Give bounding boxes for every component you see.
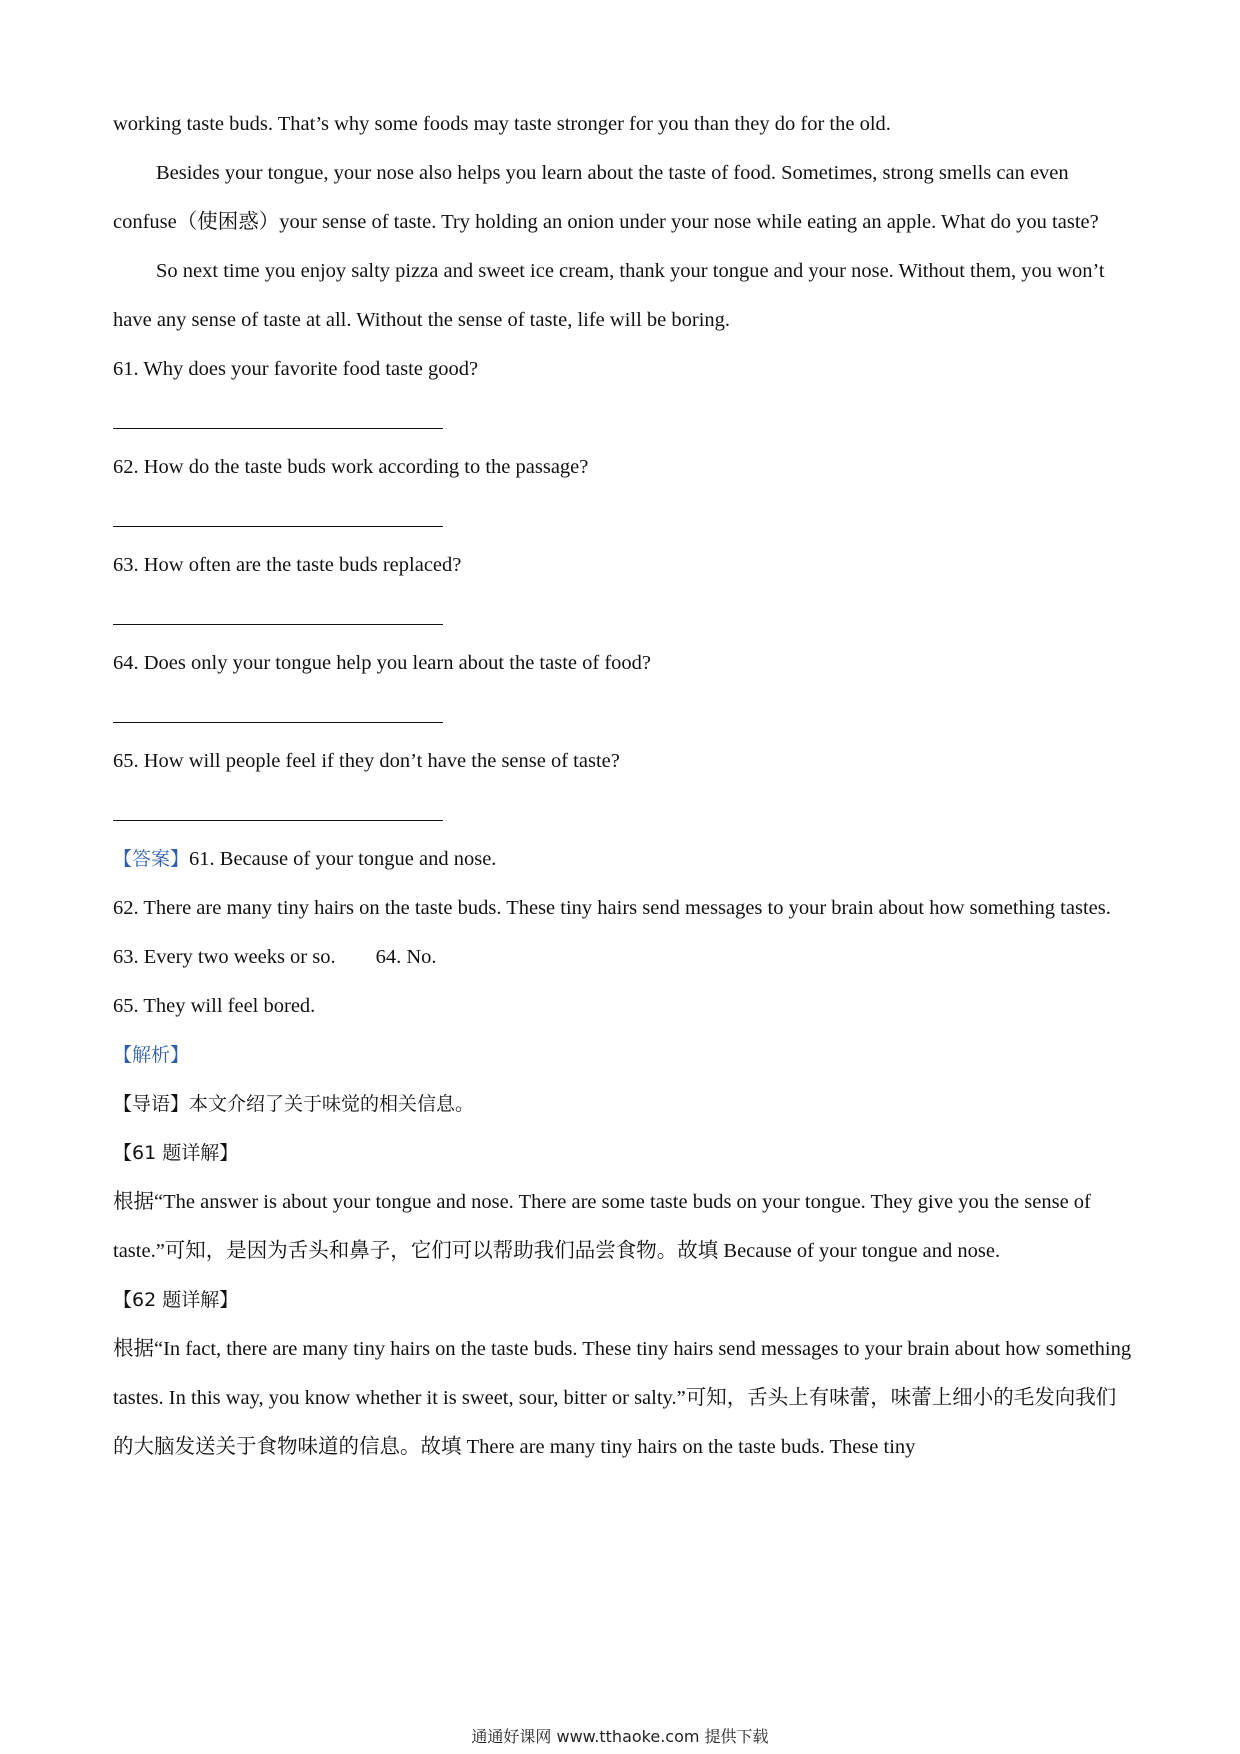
answer-64: 64. No.	[375, 946, 437, 968]
answer-blank-65	[113, 786, 443, 835]
question-65: 65. How will people feel if they don’t have the sense of taste?	[113, 750, 620, 772]
answer-61-line	[113, 835, 1133, 884]
question-64: 64. Does only your tongue help you learn about the taste of food?	[113, 652, 651, 674]
answer-61: 61. Because of your tongue and nose.	[189, 848, 497, 870]
question-62: 62. How do the taste buds work according to the passage?	[113, 456, 589, 478]
question-63: 63. How often are the taste buds replaced?	[113, 554, 462, 576]
answer-blank-61	[113, 394, 443, 443]
passage-paragraph-3: So next time you enjoy salty pizza and sweet ice cream, thank your tongue and your nose. Without them, you won’t have any sense of taste at all. Without the sense of taste, life will be boring.	[113, 260, 1105, 331]
analysis-q61-text: 根据“The answer is about your tongue and nose. There are some taste buds on your tongue. They give you the sense of taste.”可知，是因为舌头和鼻子，它们可以帮助我们品尝食物。故填 Because of your tongue and nose.	[113, 1191, 1091, 1262]
analysis-intro: 【导语】本文介绍了关于味觉的相关信息。	[113, 1093, 475, 1115]
answer-65: 65. They will feel bored.	[113, 995, 316, 1017]
answer-63-64-line	[113, 933, 1133, 982]
page-footer: 通通好课网 www.tthaoke.com 提供下载	[471, 1727, 769, 1746]
analysis-label: 【解析】	[113, 1044, 190, 1066]
answer-label: 【答案】	[113, 848, 190, 870]
answer-62: 62. There are many tiny hairs on the taste buds. These tiny hairs send messages to your brain about how something tastes.	[113, 897, 1111, 919]
analysis-q61-heading: 【61 题详解】	[113, 1142, 239, 1164]
answer-blank-63	[113, 590, 443, 639]
passage-paragraph-2: Besides your tongue, your nose also helps you learn about the taste of food. Sometimes, strong smells can even confuse（使困惑）your sense of taste. Try holding an onion under your nose while eating an apple. What do you taste?	[113, 162, 1099, 233]
document-body	[113, 100, 1133, 1472]
analysis-q62-heading: 【62 题详解】	[113, 1289, 239, 1311]
question-61: 61. Why does your favorite food taste good?	[113, 358, 479, 380]
analysis-q62-text: 根据“In fact, there are many tiny hairs on the taste buds. These tiny hairs send messages to your brain about how something tastes. In this way, you know whether it is sweet, sour, bitter or salty.”可知，舌头上有味蕾，味蕾上细小的毛发向我们的大脑发送关于食物味道的信息。故填 There are many tiny hairs on the taste buds. These tiny	[113, 1338, 1132, 1458]
answer-63: 63. Every two weeks or so.	[113, 946, 336, 968]
answer-blank-62	[113, 492, 443, 541]
answer-blank-64	[113, 688, 443, 737]
passage-line-1: working taste buds. That’s why some foods may taste stronger for you than they do for the old.	[113, 113, 891, 135]
